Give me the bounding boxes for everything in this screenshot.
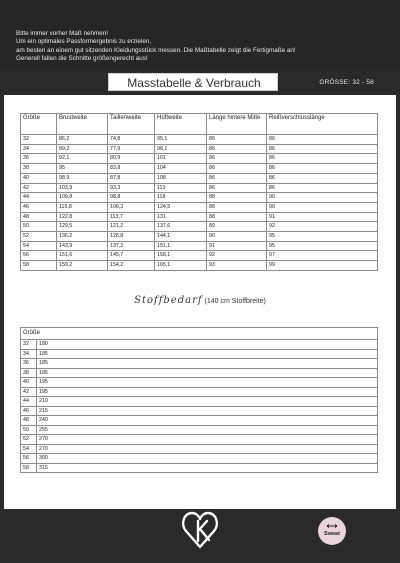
table-cell: 151,1 bbox=[155, 241, 207, 251]
table-header-cell: Größe bbox=[21, 328, 378, 340]
table-cell: 36 bbox=[21, 359, 37, 369]
table-row bbox=[21, 340, 378, 350]
table-cell: 42 bbox=[21, 387, 37, 397]
table-row bbox=[21, 154, 378, 164]
table-cell: 97 bbox=[267, 251, 378, 261]
table-cell: 86,2 bbox=[57, 135, 108, 145]
table-cell: 95 bbox=[267, 232, 378, 242]
table-row bbox=[21, 212, 378, 222]
table-cell: 88 bbox=[207, 202, 267, 212]
table-cell: 92,1 bbox=[57, 154, 108, 164]
table-cell: 103,9 bbox=[57, 183, 108, 193]
fabric-type-badge bbox=[318, 517, 346, 545]
table-cell: 101 bbox=[155, 154, 207, 164]
table-header-cell: Länge hintere Mitte bbox=[207, 114, 267, 135]
table-row bbox=[21, 435, 378, 445]
table-row bbox=[21, 232, 378, 242]
table-row bbox=[21, 193, 378, 203]
table-header-cell: Hüftweite bbox=[155, 114, 207, 135]
table-cell: 99 bbox=[267, 261, 378, 271]
table-cell: 113 bbox=[155, 183, 207, 193]
table-cell: 32 bbox=[21, 135, 57, 145]
table-cell: 180 bbox=[37, 340, 378, 350]
table-row bbox=[21, 261, 378, 271]
table-cell: 56 bbox=[21, 251, 57, 261]
table-row bbox=[21, 202, 378, 212]
table-row bbox=[21, 349, 378, 359]
table-cell: 144,1 bbox=[155, 232, 207, 242]
fabric-width-note: (140 cm Stoffbreite) bbox=[204, 298, 266, 305]
table-cell: 38 bbox=[21, 164, 57, 174]
table-cell: 86 bbox=[267, 164, 378, 174]
table-cell: 215 bbox=[37, 406, 378, 416]
table-cell: 195 bbox=[37, 378, 378, 388]
table-cell: 124,5 bbox=[155, 202, 207, 212]
table-cell: 89 bbox=[207, 222, 267, 232]
table-cell: 48 bbox=[21, 212, 57, 222]
table-cell: 195 bbox=[37, 387, 378, 397]
table-cell: 145,7 bbox=[108, 251, 155, 261]
header-band bbox=[0, 0, 400, 70]
table-row bbox=[21, 387, 378, 397]
table-cell: 129,5 bbox=[57, 222, 108, 232]
table-cell: 46 bbox=[21, 406, 37, 416]
table-cell: 77,9 bbox=[108, 144, 155, 154]
table-header-cell: Größe bbox=[21, 114, 57, 135]
table-cell: 93 bbox=[207, 261, 267, 271]
table-row bbox=[21, 251, 378, 261]
table-cell: 58 bbox=[21, 463, 37, 473]
badge-label: Sweat bbox=[324, 531, 340, 537]
table-cell: 270 bbox=[37, 435, 378, 445]
intro-line: am besten an einem gut sitzenden Kleidungsstück messen. Die Maßtabelle zeigt die Fertigmaße an! bbox=[16, 46, 296, 54]
table-cell: 151,6 bbox=[57, 251, 108, 261]
intro-line: Generell fallen die Schnitte größengerecht aus! bbox=[16, 54, 148, 62]
table-cell: 44 bbox=[21, 193, 57, 203]
table-cell: 88 bbox=[207, 193, 267, 203]
table-cell: 34 bbox=[21, 349, 37, 359]
table-header-row bbox=[21, 114, 378, 135]
table-cell: 83,8 bbox=[108, 164, 155, 174]
table-cell: 90 bbox=[207, 232, 267, 242]
table-cell: 121,2 bbox=[108, 222, 155, 232]
table-cell: 86 bbox=[207, 164, 267, 174]
table-cell: 40 bbox=[21, 378, 37, 388]
table-header-cell: Reißverschlusslänge bbox=[267, 114, 378, 135]
table-cell: 143,9 bbox=[57, 241, 108, 251]
table-header-cell: Brustweite bbox=[57, 114, 108, 135]
size-range-label: GRÖSSE: 32 - 58 bbox=[319, 79, 374, 86]
intro-line: Um ein optimales Passformergebnis zu erzielen, bbox=[16, 38, 152, 46]
table-cell: 158,1 bbox=[155, 251, 207, 261]
table-cell: 115,8 bbox=[57, 202, 108, 212]
intro-line: Bitte immer vorher Maß nehmen! bbox=[16, 30, 109, 37]
table-cell: 52 bbox=[21, 435, 37, 445]
table-cell: 240 bbox=[37, 416, 378, 426]
measurement-table bbox=[20, 113, 378, 271]
table-cell: 300 bbox=[37, 454, 378, 464]
fabric-requirement-heading bbox=[4, 295, 396, 306]
table-cell: 154,2 bbox=[108, 261, 155, 271]
table-cell: 38 bbox=[21, 368, 37, 378]
table-cell: 136,2 bbox=[57, 232, 108, 242]
table-cell: 87,8 bbox=[108, 173, 155, 183]
table-cell: 185 bbox=[37, 368, 378, 378]
table-cell: 44 bbox=[21, 397, 37, 407]
fabric-requirement-label: Stoffbedarf bbox=[134, 295, 203, 306]
table-cell: 50 bbox=[21, 222, 57, 232]
table-header-cell: Taillenweite bbox=[108, 114, 155, 135]
table-cell: 56 bbox=[21, 454, 37, 464]
table-cell: 80,9 bbox=[108, 154, 155, 164]
table-row bbox=[21, 463, 378, 473]
table-cell: 98,8 bbox=[108, 193, 155, 203]
table-row bbox=[21, 425, 378, 435]
table-row bbox=[21, 183, 378, 193]
table-cell: 98,1 bbox=[155, 144, 207, 154]
table-cell: 113,7 bbox=[108, 212, 155, 222]
table-cell: 86 bbox=[267, 183, 378, 193]
table-cell: 131 bbox=[155, 212, 207, 222]
table-cell: 50 bbox=[21, 425, 37, 435]
table-cell: 40 bbox=[21, 173, 57, 183]
table-cell: 54 bbox=[21, 241, 57, 251]
table-cell: 48 bbox=[21, 416, 37, 426]
table-row bbox=[21, 164, 378, 174]
page-title: Masstabelle & Verbrauch bbox=[127, 76, 261, 90]
table-cell: 98,9 bbox=[57, 173, 108, 183]
table-cell: 106,3 bbox=[108, 202, 155, 212]
intro-text bbox=[16, 30, 296, 63]
table-cell: 46 bbox=[21, 202, 57, 212]
table-row bbox=[21, 368, 378, 378]
table-cell: 91 bbox=[207, 241, 267, 251]
table-cell: 95,1 bbox=[155, 135, 207, 145]
table-cell: 52 bbox=[21, 232, 57, 242]
table-row bbox=[21, 378, 378, 388]
table-cell: 90 bbox=[267, 193, 378, 203]
table-cell: 86 bbox=[207, 144, 267, 154]
table-cell: 108 bbox=[155, 173, 207, 183]
table-cell: 86 bbox=[207, 154, 267, 164]
table-row bbox=[21, 454, 378, 464]
table-row bbox=[21, 173, 378, 183]
table-cell: 118 bbox=[155, 193, 207, 203]
table-cell: 92 bbox=[267, 222, 378, 232]
table-cell: 270 bbox=[37, 444, 378, 454]
table-header-row bbox=[21, 328, 378, 340]
table-cell: 58 bbox=[21, 261, 57, 271]
table-cell: 109,8 bbox=[57, 193, 108, 203]
table-cell: 165,1 bbox=[155, 261, 207, 271]
table-cell: 122,8 bbox=[57, 212, 108, 222]
table-cell: 42 bbox=[21, 183, 57, 193]
table-cell: 255 bbox=[37, 425, 378, 435]
table-cell: 137,6 bbox=[155, 222, 207, 232]
table-cell: 185 bbox=[37, 349, 378, 359]
table-cell: 159,2 bbox=[57, 261, 108, 271]
table-row bbox=[21, 135, 378, 145]
table-cell: 54 bbox=[21, 444, 37, 454]
table-cell: 92 bbox=[207, 251, 267, 261]
fabric-table bbox=[20, 327, 378, 473]
table-cell: 86 bbox=[267, 144, 378, 154]
table-cell: 95 bbox=[57, 164, 108, 174]
table-cell: 91 bbox=[267, 212, 378, 222]
table-row bbox=[21, 359, 378, 369]
table-cell: 210 bbox=[37, 397, 378, 407]
table-cell: 86 bbox=[267, 173, 378, 183]
table-cell: 86 bbox=[207, 173, 267, 183]
table-cell: 137,2 bbox=[108, 241, 155, 251]
content-page bbox=[4, 95, 396, 509]
table-cell: 90 bbox=[267, 202, 378, 212]
table-cell: 36 bbox=[21, 154, 57, 164]
table-cell: 32 bbox=[21, 340, 37, 350]
table-cell: 95 bbox=[267, 241, 378, 251]
table-cell: 74,8 bbox=[108, 135, 155, 145]
table-row bbox=[21, 397, 378, 407]
table-row bbox=[21, 416, 378, 426]
table-cell: 315 bbox=[37, 463, 378, 473]
table-row bbox=[21, 222, 378, 232]
title-box bbox=[108, 73, 278, 91]
table-cell: 89,2 bbox=[57, 144, 108, 154]
brand-logo-icon bbox=[180, 507, 220, 551]
table-row bbox=[21, 241, 378, 251]
table-cell: 93,3 bbox=[108, 183, 155, 193]
table-cell: 104 bbox=[155, 164, 207, 174]
table-cell: 86 bbox=[267, 154, 378, 164]
table-row bbox=[21, 444, 378, 454]
table-cell: 88 bbox=[207, 212, 267, 222]
stretch-arrows-icon bbox=[326, 523, 338, 529]
table-cell: 86 bbox=[207, 183, 267, 193]
table-row bbox=[21, 144, 378, 154]
table-row bbox=[21, 406, 378, 416]
table-cell: 185 bbox=[37, 359, 378, 369]
table-cell: 34 bbox=[21, 144, 57, 154]
table-cell: 86 bbox=[207, 135, 267, 145]
table-cell: 86 bbox=[267, 135, 378, 145]
table-cell: 128,8 bbox=[108, 232, 155, 242]
